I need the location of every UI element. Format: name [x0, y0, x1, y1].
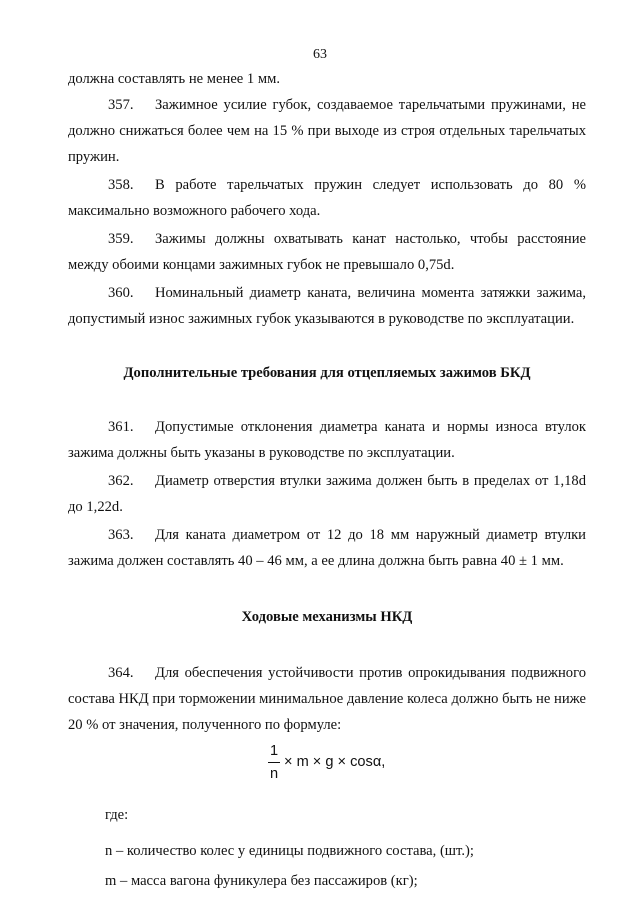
clause-360 [68, 280, 586, 332]
clause-number: 363. [108, 527, 134, 543]
clause-text: Номинальный диаметр каната, величина момента затяжки зажима, допустимый износ зажимных губок указываются в руководстве по эксплуатации. [68, 285, 586, 327]
clause-number: 358. [108, 177, 134, 193]
clause-364 [68, 660, 586, 738]
page-number: 63 [313, 47, 327, 62]
formula-fraction [268, 742, 280, 783]
fraction-bar [268, 762, 280, 763]
clause-362 [68, 468, 586, 520]
clause-number: 357. [108, 97, 134, 113]
clause-357 [68, 92, 586, 170]
clause-number: 360. [108, 285, 134, 301]
clause-text: Зажимное усилие губок, создаваемое тарельчатыми пружинами, не должно снижаться более чем на 15 % при выходе из строя отдельных тарельчатых пружин. [68, 97, 586, 165]
clause-text: Допустимые отклонения диаметра каната и нормы износа втулок зажима должны быть указаны в руководстве по эксплуатации. [68, 419, 586, 461]
clause-text: Зажимы должны охватывать канат настолько, чтобы расстояние между обоими концами зажимных губок не превышало 0,75d. [68, 231, 586, 273]
clause-number: 364. [108, 665, 134, 681]
formula-denominator: n [269, 766, 279, 782]
where-label: где: [105, 807, 129, 823]
clause-text: Для каната диаметром от 12 до 18 мм наружный диаметр втулки зажима должен составлять 40 – 46 мм, а ее длина должна быть равна 40 ± 1 мм. [68, 527, 586, 569]
clause-number: 362. [108, 473, 134, 489]
clause-text: Диаметр отверстия втулки зажима должен быть в пределах от 1,18d до 1,22d. [68, 473, 586, 515]
section-heading-running-gear: Ходовые механизмы НКД [241, 609, 413, 625]
clause-363 [68, 522, 586, 574]
clause-number: 361. [108, 419, 134, 435]
definition-n: n – количество колес у единицы подвижного состава, (шт.); [105, 843, 474, 859]
formula-expression: × m × g × cosα, [284, 754, 386, 770]
clause-text: Для обеспечения устойчивости против опрокидывания подвижного состава НКД при торможении минимальное давление колеса должно быть не ниже 20 % от значения, полученного по формуле: [68, 665, 586, 733]
clause-359 [68, 226, 586, 278]
document-body [68, 66, 586, 898]
clause-358 [68, 172, 586, 224]
formula [68, 740, 586, 794]
clause-361 [68, 414, 586, 466]
formula-numerator: 1 [269, 743, 279, 759]
definition-m: m – масса вагона фуникулера без пассажиров (кг); [105, 873, 418, 889]
section-heading-detachable-grips: Дополнительные требования для отцепляемых зажимов БКД [123, 365, 531, 381]
clause-number: 359. [108, 231, 134, 247]
clause-text: В работе тарельчатых пружин следует использовать до 80 % максимально возможного рабочего хода. [68, 177, 586, 219]
continuation-line: должна составлять не менее 1 мм. [68, 71, 280, 87]
